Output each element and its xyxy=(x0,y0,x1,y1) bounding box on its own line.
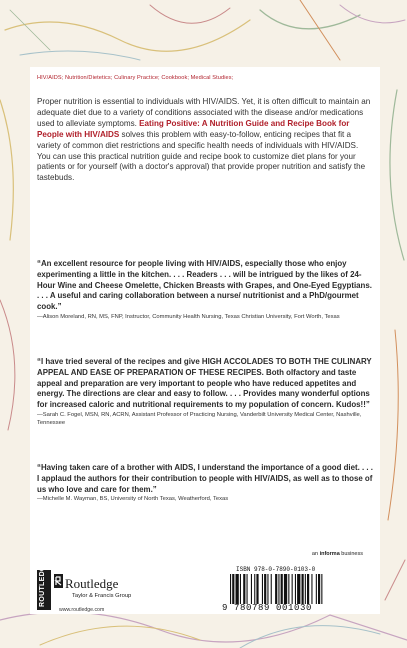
review-text: “An excellent resource for people living with HIV/AIDS, especially those who enjoy experimenting a little in the kitchen. . . . Readers . . . will be intrigued by the likes of 24-Hour Wine and Cheese Omelette, Chicken Breasts with Grapes, and One-Eyed Egyptians. . . . A useful and caring collaboration between a nurse/ nutritionist and a PhD/gourmet cook.” xyxy=(37,259,372,312)
barcode-bar xyxy=(230,574,231,604)
barcode-bar xyxy=(321,574,322,604)
review-attribution: —Sarah C. Fogel, MSN, RN, ACRN, Assistant Professor of Practicing Nursing, Vanderbilt University Medical Center, Nashville, Tennessee xyxy=(37,411,362,426)
barcode-bar xyxy=(281,574,283,604)
publisher-block xyxy=(37,549,373,613)
barcode-icon xyxy=(228,574,366,604)
review-quote xyxy=(37,357,373,427)
informa-brand: informa xyxy=(319,551,340,557)
barcode-bar xyxy=(271,574,272,604)
book-description xyxy=(37,97,373,184)
barcode-bar xyxy=(297,574,300,604)
isbn-label: ISBN 978-0-7890-0103-0 xyxy=(236,566,316,573)
publisher-name: Routledge xyxy=(65,576,119,591)
review-text: “Having taken care of a brother with AIDS, I understand the importance of a good diet. . . . I applaud the authors for their contribution to people with HIV/AIDS, as well as to those of us who love and care for them.” xyxy=(37,463,373,494)
barcode-bar xyxy=(264,574,266,604)
back-cover-panel xyxy=(30,67,380,614)
barcode-digits: 9 780789 001030 xyxy=(222,603,313,613)
barcode-bar xyxy=(232,574,234,604)
barcode-bar xyxy=(275,574,277,604)
review-attribution: —Alison Moreland, RN, MS, FNP, Instructor, Community Health Nursing, Texas Christian University, Fort Worth, Texas xyxy=(37,313,340,320)
barcode-bar xyxy=(292,574,293,604)
informa-suffix: business xyxy=(339,551,363,557)
review-attribution: —Michelle M. Wayman, BS, University of North Texas, Weatherford, Texas xyxy=(37,496,229,503)
barcode-bar xyxy=(236,574,239,604)
barcode-bar xyxy=(302,574,304,604)
subject-categories: HIV/AIDS; Nutrition/Dietetics; Culinary Practice; Cookbook; Medical Studies; xyxy=(37,75,234,81)
barcode-bar xyxy=(256,574,258,604)
barcode-bar xyxy=(267,574,268,604)
informa-prefix: an xyxy=(311,551,320,557)
publisher-group: Taylor & Francis Group xyxy=(72,593,132,599)
barcode-block xyxy=(222,566,372,614)
barcode-bar xyxy=(254,574,255,604)
description-body: solves this problem with easy-to-follow, enticing recipes that fit a variety of common diet restrictions and specific health needs of individuals with HIV/AIDS. You can use this practical nutrition guide and recipe book to customize diet plans for your patients or for yourself (with a doctor's approval) that provide proper nutrition and satisfy the tastebuds. xyxy=(37,129,366,183)
barcode-bar xyxy=(316,574,317,604)
review-quote xyxy=(37,463,373,504)
barcode-bar xyxy=(240,574,241,604)
barcode-bar xyxy=(307,574,309,604)
description-intro: Proper nutrition is essential to individuals with HIV/AIDS. Yet, it is often difficult to maintain an adequate diet due to a variety of conditions associated with the disease and/or medications used to alleviate symptoms. xyxy=(37,97,371,128)
barcode-bar xyxy=(311,574,312,604)
barcode-bar xyxy=(305,574,306,604)
barcode-bar xyxy=(243,574,245,604)
barcode-bar xyxy=(295,574,296,604)
informa-tagline xyxy=(312,551,363,557)
barcode-bar xyxy=(318,574,320,604)
review-quote xyxy=(37,259,373,322)
barcode-bar xyxy=(262,574,263,604)
barcode-bar xyxy=(247,574,248,604)
routledge-vertical-logo: ROUTLEDGE xyxy=(39,560,46,607)
publisher-url: www.routledge.com xyxy=(59,607,105,613)
routledge-mark-icon xyxy=(54,574,63,588)
barcode-bar xyxy=(278,574,279,604)
barcode-bar xyxy=(284,574,287,604)
barcode-bar xyxy=(251,574,252,604)
review-text: “I have tried several of the recipes and give HIGH ACCOLADES TO BOTH THE CULINARY APPEAL AND EASE OF PREPARATION OF THESE RECIPES. Both olfactory and taste appeal and preparation are very important to people who have reduced appetites and energy. The directions are clear and easy to follow. . . . Provides many wonderful options for increased caloric and nutritional requirements to my population of concern. Kudos!!” xyxy=(37,357,372,410)
barcode-bar xyxy=(288,574,289,604)
book-title: Eating Positive: A Nutrition Guide and Recipe Book for People with HIV/AIDS xyxy=(37,118,350,139)
